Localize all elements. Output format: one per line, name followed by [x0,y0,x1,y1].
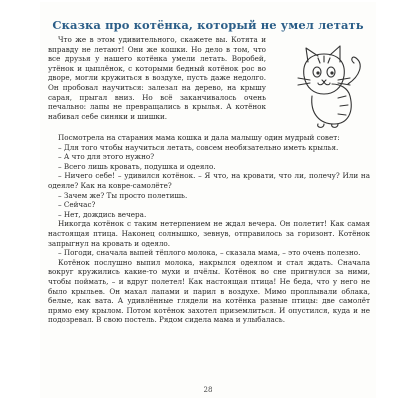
paragraph: – А что для этого нужно? [58,152,155,162]
page-number: 28 [203,386,213,394]
page-title: Сказка про котёнка, который не умел летать [52,18,364,32]
paragraph: – Сейчас? [58,200,96,210]
paragraph: Никогда котёнок с таким нетерпением не ждал вечера. Он полетит! Как самая настоящая птица. Наконец солнышко, зевнув, отправилось за горизонт. Котёнок запрыгнул на кровать и одеяло. [48,219,370,248]
paragraph: – Погоди, сначала выпей тёплого молока, – сказала мама, – это очень полезно. [58,248,361,258]
paragraph: – Нет, дождись вечера. [58,209,147,219]
intro-text [48,35,266,121]
paragraph: – Для того чтобы научиться летать, совсем необязательно иметь крылья. [58,142,339,152]
story-text [48,133,370,325]
paragraph: Посмотрела на старания мама кошка и дала малышу один мудрый совет: [58,133,340,142]
paragraph: – Зачем же? Ты просто полетишь. [58,190,188,200]
paragraph: Котёнок послушно выпил молока, накрылся одеялом и стал ждать. Сначала вокруг кружились какие-то мухи и пчёлы. Котёнок во сне пригнулся за ними, чтобы поймать, – и вдруг полетел! Как настоящая птица! Не беда, что у него не было крыльев. Он махал лапами и парил в воздухе. Мимо проплывали облака, белые, как вата. А удивлённые глядели на котёнка разные птицы: две самолёт прямо ему крылом. Потом котёнок захотел приземлиться. И опустился, куда и не подозревал. В свою постель. Рядом сидела мама и улыбалась. [48,257,370,325]
paragraph: – Всего лишь кровать, подушка и одеяло. [58,161,216,171]
paragraph: Что же в этом удивительного, скажете вы. Котята и вправду не летают! Они же кошки. Но дело в том, что все друзья у нашего котёнка умели летать. Воробей, утёнок и цыплёнок, с которыми бедный котёнок рос во дворе, могли кружиться в воздухе, пусть даже недолго. Он пробовал научиться: залезал на дерево, на крышу сарая, прыгал вниз. Но всё заканчивалось очень печально: лапы не превращались в крылья. А котёнок набивал себе синяки и шишки. [48,35,266,121]
kitten-illustration [290,36,370,132]
paragraph: – Ничего себе! – удивился котёнок. – Я что, на кровати, что ли, полечу? Или на одеяле? Как на ковре-самолёте? [48,171,370,190]
book-page [40,2,376,398]
